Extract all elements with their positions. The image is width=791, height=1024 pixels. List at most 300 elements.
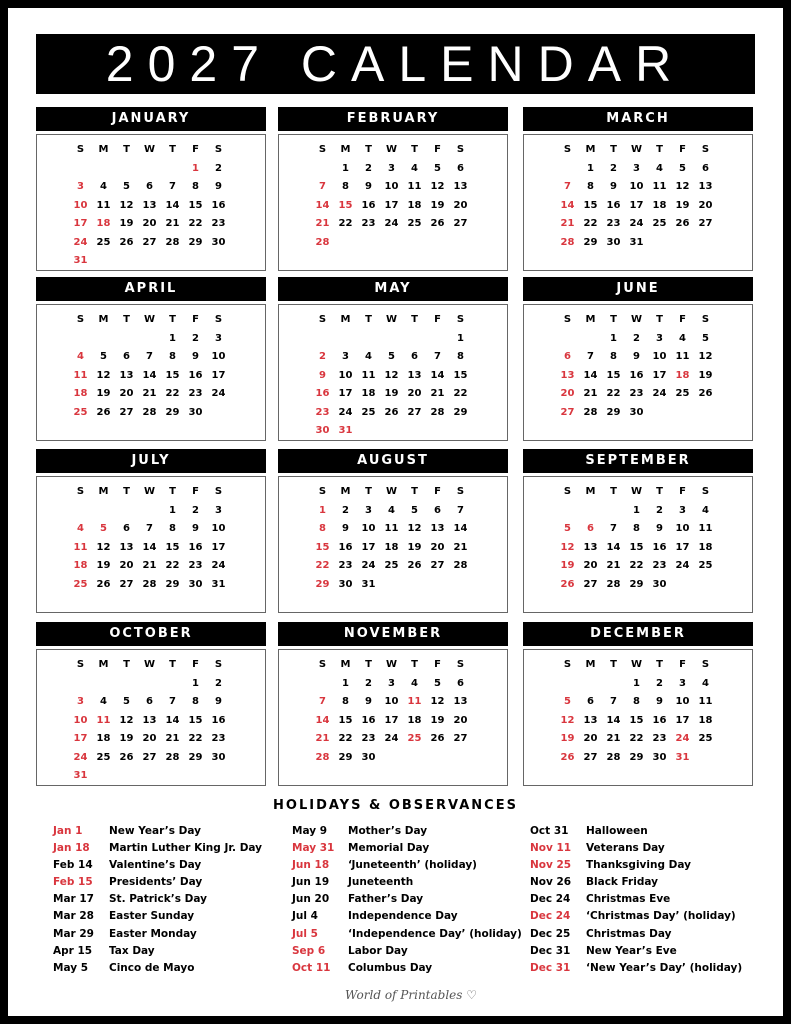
weekday-label: T [610,486,617,497]
day-grid [69,483,230,594]
day-cell: 29 [188,236,203,248]
weekday-label: S [563,314,572,325]
day-cell: 28 [165,751,180,763]
day-cell: 11 [96,199,111,211]
weekday-label: S [701,144,710,155]
day-cell: 21 [165,733,180,744]
day-cell: 29 [315,578,330,590]
day-cell: 4 [679,332,686,344]
day-cell: 12 [96,369,111,381]
day-cell: 18 [675,369,690,381]
day-cell: 1 [169,332,176,344]
day-cell: 19 [96,388,111,399]
day-cell: 20 [119,388,134,399]
holiday-item [530,823,742,840]
weekday-label: S [318,144,327,155]
day-cell: 4 [100,181,107,192]
day-cell: 25 [407,218,422,229]
holiday-item [53,857,262,874]
day-cell: 28 [165,236,180,248]
day-cell: 7 [457,504,464,516]
day-cell: 6 [587,523,594,534]
day-cell: 8 [169,351,176,362]
day-cell: 20 [430,541,445,553]
day-cell: 11 [652,181,667,192]
weekday-label: F [679,314,686,325]
month-header: AUGUST [278,449,508,473]
day-cell: 25 [698,733,713,744]
day-cell: 26 [698,388,713,399]
day-cell: 19 [384,388,399,399]
holiday-item [292,857,522,874]
day-cell: 5 [564,696,571,707]
day-cell: 3 [679,504,686,516]
day-cell: 4 [702,504,709,516]
day-cell: 27 [583,578,598,590]
holiday-item [292,840,522,857]
day-cell: 25 [698,560,713,571]
day-cell: 20 [453,714,468,726]
holiday-item [292,926,522,943]
day-cell: 31 [338,425,353,436]
day-cell: 19 [675,199,690,211]
weekday-label: T [656,314,663,325]
month-box [523,134,753,271]
day-cell: 14 [315,714,330,726]
day-cell: 10 [211,523,226,534]
empty-cell [403,330,426,349]
day-cell: 15 [188,714,203,726]
weekday-label: W [630,659,643,670]
holiday-date: May 31 [292,842,335,855]
weekday-label: W [385,144,398,155]
day-cell: 22 [165,388,180,399]
day-cell: 15 [606,369,621,381]
day-cell: 5 [564,523,571,534]
month-july [36,449,266,613]
day-cell: 30 [188,406,203,418]
day-cell: 2 [656,677,663,689]
day-cell: 23 [211,218,226,229]
weekday-label: T [656,486,663,497]
holiday-name: Memorial Day [348,842,430,855]
day-cell: 12 [384,369,399,381]
month-box [278,649,508,786]
day-cell: 9 [192,351,199,362]
day-cell: 16 [629,369,644,381]
day-cell: 16 [361,714,376,726]
month-box [36,649,266,786]
holiday-date: Nov 26 [530,876,572,889]
day-cell: 21 [430,388,445,399]
day-cell: 22 [583,218,598,229]
day-cell: 31 [73,255,88,266]
day-cell: 3 [77,181,84,192]
weekday-label: S [701,659,710,670]
day-cell: 30 [606,236,621,248]
day-cell: 26 [119,236,134,248]
day-cell: 6 [411,351,418,362]
day-cell: 22 [165,560,180,571]
holidays-title: HOLIDAYS & OBSERVANCES [273,798,518,813]
empty-cell [138,330,161,349]
day-cell: 16 [338,541,353,553]
day-cell: 30 [211,236,226,248]
day-cell: 1 [192,677,199,689]
holiday-name: Christmas Day [586,927,672,940]
weekday-label: S [701,486,710,497]
day-cell: 22 [315,560,330,571]
day-cell: 24 [675,733,690,744]
day-grid [69,141,230,271]
weekday-label: W [143,144,156,155]
empty-cell [115,160,138,179]
day-cell: 24 [361,560,376,571]
weekday-label: T [656,659,663,670]
day-cell: 22 [188,218,203,229]
weekday-label: M [340,314,351,325]
day-cell: 18 [407,199,422,211]
weekday-label: S [318,314,327,325]
day-cell: 8 [192,181,199,192]
empty-cell [115,330,138,349]
holiday-item [530,960,742,977]
day-cell: 15 [188,199,203,211]
day-cell: 15 [338,199,353,211]
holiday-date: Nov 25 [530,859,572,872]
weekday-label: T [169,314,176,325]
day-cell: 1 [319,504,326,516]
day-cell: 13 [560,369,575,381]
weekday-label: S [76,144,85,155]
day-cell: 12 [96,541,111,553]
holiday-item [530,857,742,874]
day-cell: 28 [315,236,330,248]
day-cell: 12 [119,199,134,211]
day-cell: 2 [365,677,372,689]
day-cell: 28 [453,560,468,571]
weekday-label: F [434,486,441,497]
day-cell: 19 [119,733,134,744]
day-grid [556,483,717,594]
day-cell: 4 [411,162,418,174]
day-cell: 14 [430,369,445,381]
day-cell: 12 [675,181,690,192]
weekday-label: M [340,486,351,497]
holiday-date: Jun 20 [292,893,330,906]
empty-cell [426,330,449,349]
holiday-date: Jun 18 [292,859,330,872]
day-cell: 11 [698,523,713,534]
empty-cell [92,675,115,694]
day-cell: 6 [123,351,130,362]
day-cell: 28 [315,751,330,763]
day-cell: 29 [629,578,644,590]
day-cell: 8 [342,181,349,192]
day-cell: 3 [77,696,84,707]
empty-cell [92,160,115,179]
empty-cell [69,160,92,179]
day-cell: 5 [100,523,107,534]
day-cell: 10 [675,696,690,707]
holiday-item [530,891,742,908]
weekday-label: S [318,659,327,670]
day-cell: 19 [430,199,445,211]
day-cell: 27 [453,218,468,229]
month-may [278,277,508,441]
day-cell: 28 [142,578,157,590]
day-cell: 6 [702,162,709,174]
holiday-name: ‘Christmas Day’ (holiday) [586,910,736,923]
day-cell: 7 [434,351,441,362]
day-cell: 2 [319,351,326,362]
day-cell: 27 [119,578,134,590]
day-cell: 24 [338,406,353,418]
holiday-date: Apr 15 [53,944,93,957]
day-cell: 21 [315,218,330,229]
day-cell: 6 [146,696,153,707]
holiday-item [530,874,742,891]
day-cell: 11 [675,351,690,362]
day-cell: 26 [430,733,445,744]
day-cell: 21 [606,733,621,744]
weekday-label: T [610,314,617,325]
day-cell: 30 [652,751,667,763]
holiday-column [530,823,742,977]
day-cell: 12 [430,696,445,707]
day-cell: 28 [606,751,621,763]
day-grid [556,656,717,767]
empty-cell [311,330,334,349]
day-cell: 3 [388,162,395,174]
day-cell: 14 [165,714,180,726]
empty-cell [556,160,579,179]
weekday-label: S [76,659,85,670]
day-cell: 6 [457,677,464,689]
day-cell: 22 [338,733,353,744]
holiday-name: Presidents’ Day [109,876,203,889]
day-cell: 29 [165,578,180,590]
day-cell: 4 [388,504,395,516]
day-cell: 20 [142,218,157,229]
holiday-name: Easter Monday [109,927,197,940]
day-grid [69,311,230,422]
day-cell: 25 [675,388,690,399]
holiday-name: Tax Day [109,944,155,957]
empty-cell [556,502,579,521]
day-cell: 14 [606,541,621,553]
day-cell: 15 [165,541,180,553]
day-cell: 13 [119,541,134,553]
day-cell: 19 [560,733,575,744]
holiday-item [292,874,522,891]
day-cell: 5 [679,162,686,174]
holiday-name: ‘New Year’s Day’ (holiday) [586,961,743,974]
weekday-label: F [192,486,199,497]
day-cell: 1 [192,162,199,174]
holiday-item [292,960,522,977]
day-cell: 21 [165,218,180,229]
day-cell: 29 [629,751,644,763]
day-cell: 5 [388,351,395,362]
month-header: OCTOBER [36,622,266,646]
day-cell: 27 [453,733,468,744]
day-cell: 11 [407,181,422,192]
holiday-item [53,926,262,943]
day-cell: 29 [606,406,621,418]
month-january [36,107,266,271]
day-cell: 30 [315,425,330,436]
empty-cell [138,675,161,694]
day-cell: 30 [211,751,226,763]
holiday-item [530,926,742,943]
day-cell: 2 [342,504,349,516]
month-header: JANUARY [36,107,266,131]
month-header: JUNE [523,277,753,301]
day-cell: 3 [215,332,222,344]
day-cell: 19 [407,541,422,553]
holiday-name: Mother’s Day [348,825,428,837]
holiday-date: Feb 15 [53,876,93,889]
day-cell: 27 [119,406,134,418]
day-cell: 4 [702,677,709,689]
day-cell: 19 [96,560,111,571]
day-cell: 24 [384,218,399,229]
day-cell: 8 [633,523,640,534]
day-cell: 10 [211,351,226,362]
day-cell: 20 [407,388,422,399]
day-cell: 26 [96,578,111,590]
day-cell: 14 [606,714,621,726]
weekday-label: T [365,659,372,670]
day-cell: 14 [560,199,575,211]
day-cell: 11 [698,696,713,707]
day-cell: 23 [315,406,330,418]
day-cell: 31 [675,751,690,763]
holiday-item [53,891,262,908]
holiday-date: May 9 [292,825,328,837]
day-cell: 3 [679,677,686,689]
holiday-column [292,823,522,977]
day-cell: 18 [96,733,111,744]
day-cell: 4 [365,351,372,362]
holiday-item [53,823,262,840]
day-cell: 26 [119,751,134,763]
day-cell: 20 [453,199,468,211]
day-cell: 11 [384,523,399,534]
day-cell: 20 [119,560,134,571]
day-cell: 9 [610,181,617,192]
weekday-label: M [585,659,596,670]
weekday-label: S [563,144,572,155]
month-april [36,277,266,441]
day-cell: 9 [215,696,222,707]
month-march [523,107,753,271]
day-cell: 13 [698,181,713,192]
day-cell: 23 [361,218,376,229]
day-cell: 30 [629,406,644,418]
day-cell: 6 [434,504,441,516]
day-cell: 24 [73,751,88,763]
weekday-label: W [143,659,156,670]
day-cell: 1 [169,504,176,516]
day-cell: 21 [583,388,598,399]
day-cell: 25 [407,733,422,744]
day-cell: 21 [142,560,157,571]
weekday-label: T [365,144,372,155]
day-cell: 11 [96,714,111,726]
day-grid [311,656,472,767]
day-cell: 22 [338,218,353,229]
day-grid [69,656,230,786]
month-box [523,476,753,613]
day-cell: 9 [365,696,372,707]
day-cell: 17 [211,541,226,553]
day-cell: 5 [434,162,441,174]
day-cell: 23 [652,733,667,744]
day-cell: 1 [342,677,349,689]
day-cell: 20 [698,199,713,211]
day-cell: 8 [633,696,640,707]
weekday-label: W [143,314,156,325]
day-cell: 4 [411,677,418,689]
month-box [523,304,753,441]
empty-cell [334,330,357,349]
day-cell: 17 [73,218,88,229]
month-august [278,449,508,613]
empty-cell [311,675,334,694]
day-cell: 27 [430,560,445,571]
day-cell: 13 [583,541,598,553]
weekday-label: M [98,314,109,325]
weekday-label: W [630,486,643,497]
day-cell: 11 [361,369,376,381]
weekday-label: F [434,144,441,155]
day-cell: 30 [338,578,353,590]
day-cell: 25 [384,560,399,571]
page-title: 2027 CALENDAR [36,34,755,94]
empty-cell [92,330,115,349]
day-cell: 9 [365,181,372,192]
day-cell: 8 [342,696,349,707]
month-header: FEBRUARY [278,107,508,131]
holiday-name: Columbus Day [348,961,433,974]
day-cell: 2 [192,504,199,516]
day-cell: 18 [384,541,399,553]
empty-cell [161,675,184,694]
empty-cell [69,502,92,521]
day-cell: 2 [656,504,663,516]
day-cell: 1 [342,162,349,174]
empty-cell [357,330,380,349]
weekday-label: S [563,486,572,497]
holiday-item [53,960,262,977]
day-cell: 16 [211,714,226,726]
weekday-label: F [192,314,199,325]
day-cell: 20 [142,733,157,744]
day-grid [311,311,472,441]
holiday-date: Dec 31 [530,961,571,974]
day-cell: 29 [583,236,598,248]
month-header: MARCH [523,107,753,131]
day-cell: 20 [583,560,598,571]
day-cell: 8 [457,351,464,362]
day-cell: 18 [698,714,713,726]
weekday-label: W [143,486,156,497]
day-cell: 10 [73,714,88,726]
day-cell: 29 [338,751,353,763]
day-cell: 9 [319,369,326,381]
